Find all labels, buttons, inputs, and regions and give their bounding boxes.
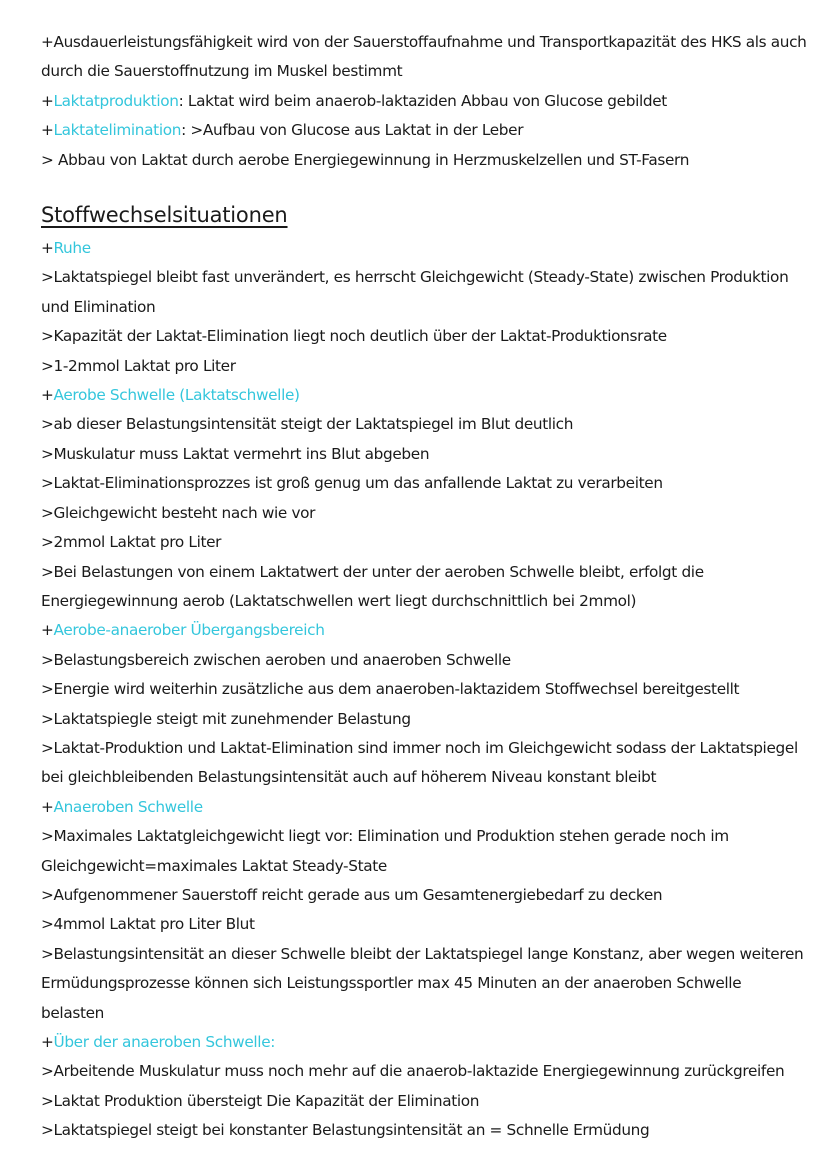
term-uebergangsbereich: Aerobe-anaerober Übergangsbereich xyxy=(53,621,325,640)
bullet-item: >Laktat-Produktion und Laktat-Elimination sind immer noch im Gleichgewicht sodass der Laktatspiegel bei gleichbleibenden Belastungsintensität auch auf höherem Niveau konstant bleibt xyxy=(41,738,798,787)
bullet-item: >Maximales Laktatgleichgewicht liegt vor: Elimination und Produktion stehen gerade noch im Gleichgewicht=maximales Laktat Steady-State xyxy=(41,827,729,875)
intro-line-laktatelimination xyxy=(41,116,808,145)
term-aerobe-schwelle: Aerobe Schwelle (Laktatschwelle) xyxy=(53,386,300,405)
bullet-item: >Kapazität der Laktat-Elimination liegt noch deutlich über der Laktat-Produktionsrate xyxy=(41,327,667,346)
bullet-item: >1-2mmol Laktat pro Liter xyxy=(41,356,236,375)
term-ueber-anaerobe-schwelle: Über der anaeroben Schwelle: xyxy=(53,1033,276,1051)
bullet-item: >Belastungsintensität an dieser Schwelle bleibt der Laktatspiegel lange Konstanz, aber wegen weiteren Ermüdungsprozesse können sich Leistungssportler max 45 Minuten an der anaeroben Schwelle belasten xyxy=(41,944,804,1022)
plus-marker: + xyxy=(41,239,54,258)
term-laktatproduktion: Laktatproduktion xyxy=(53,91,179,110)
term-laktatelimination: Laktatelimination xyxy=(53,121,182,140)
bullet-item: >Arbeitende Muskulatur muss noch mehr auf die anaerob-laktazide Energiegewinnung zurückgreifen xyxy=(41,1062,785,1081)
plus-marker: + xyxy=(41,386,54,405)
plus-marker: + xyxy=(41,33,54,51)
term-ruhe: Ruhe xyxy=(53,239,91,258)
plus-marker: + xyxy=(41,621,54,640)
bullet-item: >Muskulatur muss Laktat vermehrt ins Blut abgeben xyxy=(41,444,430,463)
subheading-aerobe-schwelle xyxy=(41,381,808,410)
bullet-item: >Laktat-Eliminationsprozzes ist groß genug um das anfallende Laktat zu verarbeiten xyxy=(41,474,663,493)
plus-marker: + xyxy=(41,1033,54,1051)
intro-line-ausdauer xyxy=(41,28,808,87)
bullet-item: >4mmol Laktat pro Liter Blut xyxy=(41,915,255,934)
bullet-item: >Laktat Produktion übersteigt Die Kapazität der Elimination xyxy=(41,1091,480,1110)
intro-text: : Laktat wird beim anaerob-laktaziden Abbau von Glucose gebildet xyxy=(178,91,667,110)
term-anaerobe-schwelle: Anaeroben Schwelle xyxy=(53,797,203,816)
bullet-item: >Bei Belastungen von einem Laktatwert der unter der aeroben Schwelle bleibt, erfolgt die Energiegewinnung aerob (Laktatschwellen wert liegt durchschnittlich bei 2mmol) xyxy=(41,562,704,610)
subheading-ruhe xyxy=(41,234,808,263)
intro-line-abbau: > Abbau von Laktat durch aerobe Energiegewinnung in Herzmuskelzellen und ST-Fasern xyxy=(41,150,690,169)
bullet-item: >Gleichgewicht besteht nach wie vor xyxy=(41,503,316,522)
bullet-item: >Energie wird weiterhin zusätzliche aus dem anaeroben-laktazidem Stoffwechsel bereitgestellt xyxy=(41,680,740,699)
bullet-item: >2mmol Laktat pro Liter xyxy=(41,533,222,552)
intro-text: : >Aufbau von Glucose aus Laktat in der Leber xyxy=(181,121,524,140)
intro-text: Ausdauerleistungsfähigkeit wird von der Sauerstoffaufnahme und Transportkapazität des HKS als auch durch die Sauerstoffnutzung im Muskel bestimmt xyxy=(41,33,807,81)
intro-line-laktatproduktion xyxy=(41,87,808,116)
bullet-item: >Laktatspiegel steigt bei konstanter Belastungsintensität an = Schnelle Ermüdung xyxy=(41,1121,650,1140)
plus-marker: + xyxy=(41,797,54,816)
bullet-item: >ab dieser Belastungsintensität steigt der Laktatspiegel im Blut deutlich xyxy=(41,415,574,434)
subheading-anaerobe-schwelle xyxy=(41,793,808,822)
plus-marker: + xyxy=(41,121,54,140)
bullet-item: >Aufgenommener Sauerstoff reicht gerade aus um Gesamtenergiebedarf zu decken xyxy=(41,885,663,904)
plus-marker: + xyxy=(41,91,54,110)
subheading-ueber-anaerobe-schwelle xyxy=(41,1028,808,1057)
bullet-item: >Laktatspiegle steigt mit zunehmender Belastung xyxy=(41,709,411,728)
bullet-item: >Laktatspiegel bleibt fast unverändert, es herrscht Gleichgewicht (Steady-State) zwischen Produktion und Elimination xyxy=(41,268,789,316)
section-title: Stoffwechselsituationen xyxy=(41,203,288,228)
bullet-item: >Belastungsbereich zwischen aeroben und anaeroben Schwelle xyxy=(41,650,511,669)
subheading-uebergangsbereich xyxy=(41,616,808,645)
